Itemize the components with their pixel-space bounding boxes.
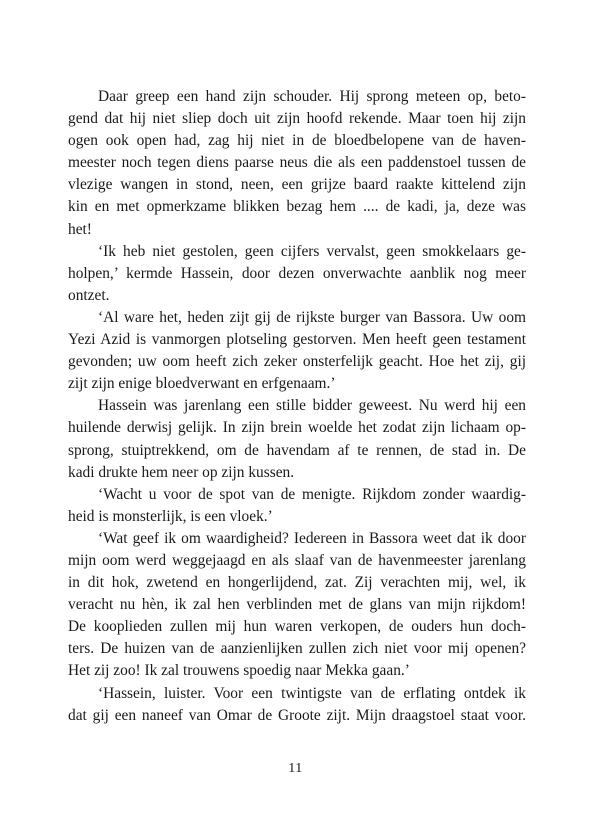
text-line: zijt zijn enige bloedverwant en erfgenaam.’ [68,375,336,393]
paragraph [68,241,526,307]
page-number: 11 [288,761,303,776]
text-line: ‘Ik heb niet gestolen, geen cijfers vervalst, geen smokkelaars ge- [98,242,526,260]
text-line: heid is monsterlijk, is een vloek.’ [68,507,273,525]
body-text [68,86,526,727]
text-line: Daar greep een hand zijn schouder. Hij sprong meteen op, beto- [98,88,526,105]
paragraph [68,484,526,528]
paragraph [68,307,526,395]
text-line: ogen ook open had, zag hij niet in de bloedbelopene van de haven- [68,132,526,150]
paragraph [68,86,526,241]
text-line: gevonden; uw oom heeft zich zeker onsterfelijk geacht. Hoe het zij, gij [68,353,526,371]
text-line: Yezi Azid is vanmorgen plotseling gestorven. Men heeft geen testament [68,331,526,349]
text-line: het! [68,220,92,238]
text-line: kin en met opmerkzame blikken bezag hem .... de kadi, ja, deze was [68,198,526,216]
text-line: huilende derwisj gelijk. In zijn brein woelde het zodat zijn lichaam op- [68,419,526,437]
text-line: holpen,’ kermde Hassein, door dezen onverwachte aanblik nog meer [68,264,526,282]
text-line: mijn oom werd weggejaagd en als slaaf van de havenmeester jarenlang [68,551,526,569]
text-line: meester noch tegen diens paarse neus die als een paddenstoel tussen de [68,154,526,172]
text-line: vlezige wangen in stond, neen, een grijze baard raakte kittelend zijn [68,176,526,194]
text-line: Hassein was jarenlang een stille bidder geweest. Nu werd hij een [98,397,526,415]
text-line: gend dat hij niet sliep doch uit zijn hoofd rekende. Maar toen hij zijn [68,110,526,128]
text-line: ters. De huizen van de aanzienlijken zullen zich niet voor mij openen? [68,640,526,658]
text-line: ‘Hassein, luister. Voor een twintigste van de erflating ontdek ik [98,684,526,702]
text-line: ‘Al ware het, heden zijt gij de rijkste burger van Bassora. Uw oom [98,308,526,326]
paragraph [68,395,526,483]
paragraph [68,528,526,683]
text-line: dat gij een naneef van Omar de Groote zijt. Mijn draagstoel staat voor. [68,706,526,724]
text-line: veracht nu hèn, ik zal hen verblinden met de glans van mijn rijkdom! [68,596,526,614]
text-line: ‘Wat geef ik om waardigheid? Iedereen in Bassora weet dat ik door [98,529,526,547]
text-line: ontzet. [68,286,110,304]
text-line: sprong, stuiptrekkend, om de havendam af te rennen, de stad in. De [68,441,526,459]
text-line: De kooplieden zullen mij hun waren verkopen, de ouders hun doch- [68,618,526,636]
text-line: in dit hok, zwetend en hongerlijdend, zat. Zij verachten mij, wel, ik [68,574,526,592]
paragraph [68,683,526,727]
text-line: kadi drukte hem neer op zijn kussen. [68,463,295,481]
text-line: ‘Wacht u voor de spot van de menigte. Rijkdom zonder waardig- [98,485,526,503]
text-line: Het zij zoo! Ik zal trouwens spoedig naar Mekka gaan.’ [68,662,410,680]
